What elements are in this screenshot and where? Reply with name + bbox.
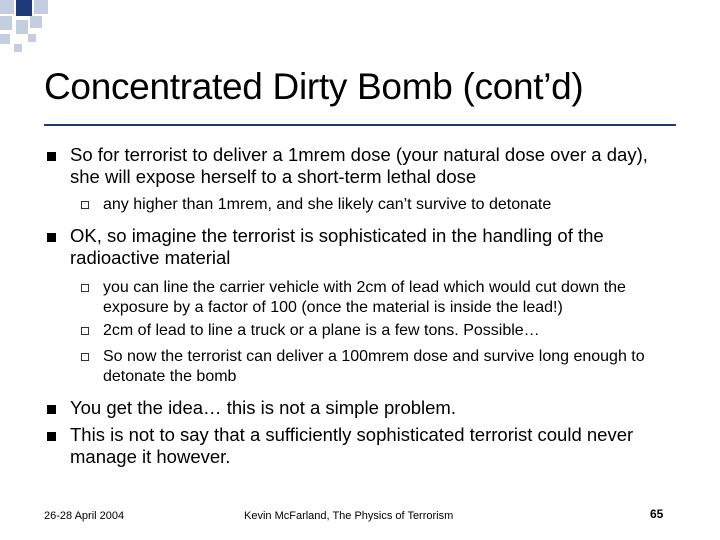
footer-date: 26-28 April 2004 — [44, 510, 125, 522]
sub-bullet-marker — [81, 201, 89, 209]
sub-bullet-text: So now the terrorist can deliver a 100mrem dose and survive long enough to detonate the bomb — [103, 348, 645, 385]
title-underline — [44, 124, 676, 126]
sub-bullet-marker — [81, 353, 89, 361]
sub-bullet-text: any higher than 1mrem, and she likely can’t survive to detonate — [103, 196, 552, 213]
bullet-marker — [47, 432, 56, 441]
sub-bullet-marker — [81, 327, 89, 335]
bullet-marker — [47, 152, 56, 161]
sub-bullet-text: you can line the carrier vehicle with 2cm of lead which would cut down the exposure by a factor of 100 (once the material is inside the lead!) — [103, 279, 626, 316]
sub-bullet-text: 2cm of lead to line a truck or a plane is a few tons. Possible… — [103, 322, 540, 339]
slide-title: Concentrated Dirty Bomb (cont’d) — [44, 66, 584, 107]
bullet-text: You get the idea… this is not a simple problem. — [70, 397, 456, 418]
footer-title: Kevin McFarland, The Physics of Terrorism — [244, 510, 454, 522]
sub-bullet-marker — [81, 284, 89, 292]
bullet-text: OK, so imagine the terrorist is sophisticated in the handling of the radioactive material — [70, 225, 604, 268]
bullet-marker — [47, 233, 56, 242]
page-number: 65 — [650, 507, 664, 521]
bullet-marker — [47, 405, 56, 414]
bullet-text: This is not to say that a sufficiently sophisticated terrorist could never manage it however. — [70, 424, 634, 467]
bullet-text: So for terrorist to deliver a 1mrem dose (your natural dose over a day), she will expose herself to a short-term lethal dose — [70, 144, 648, 187]
